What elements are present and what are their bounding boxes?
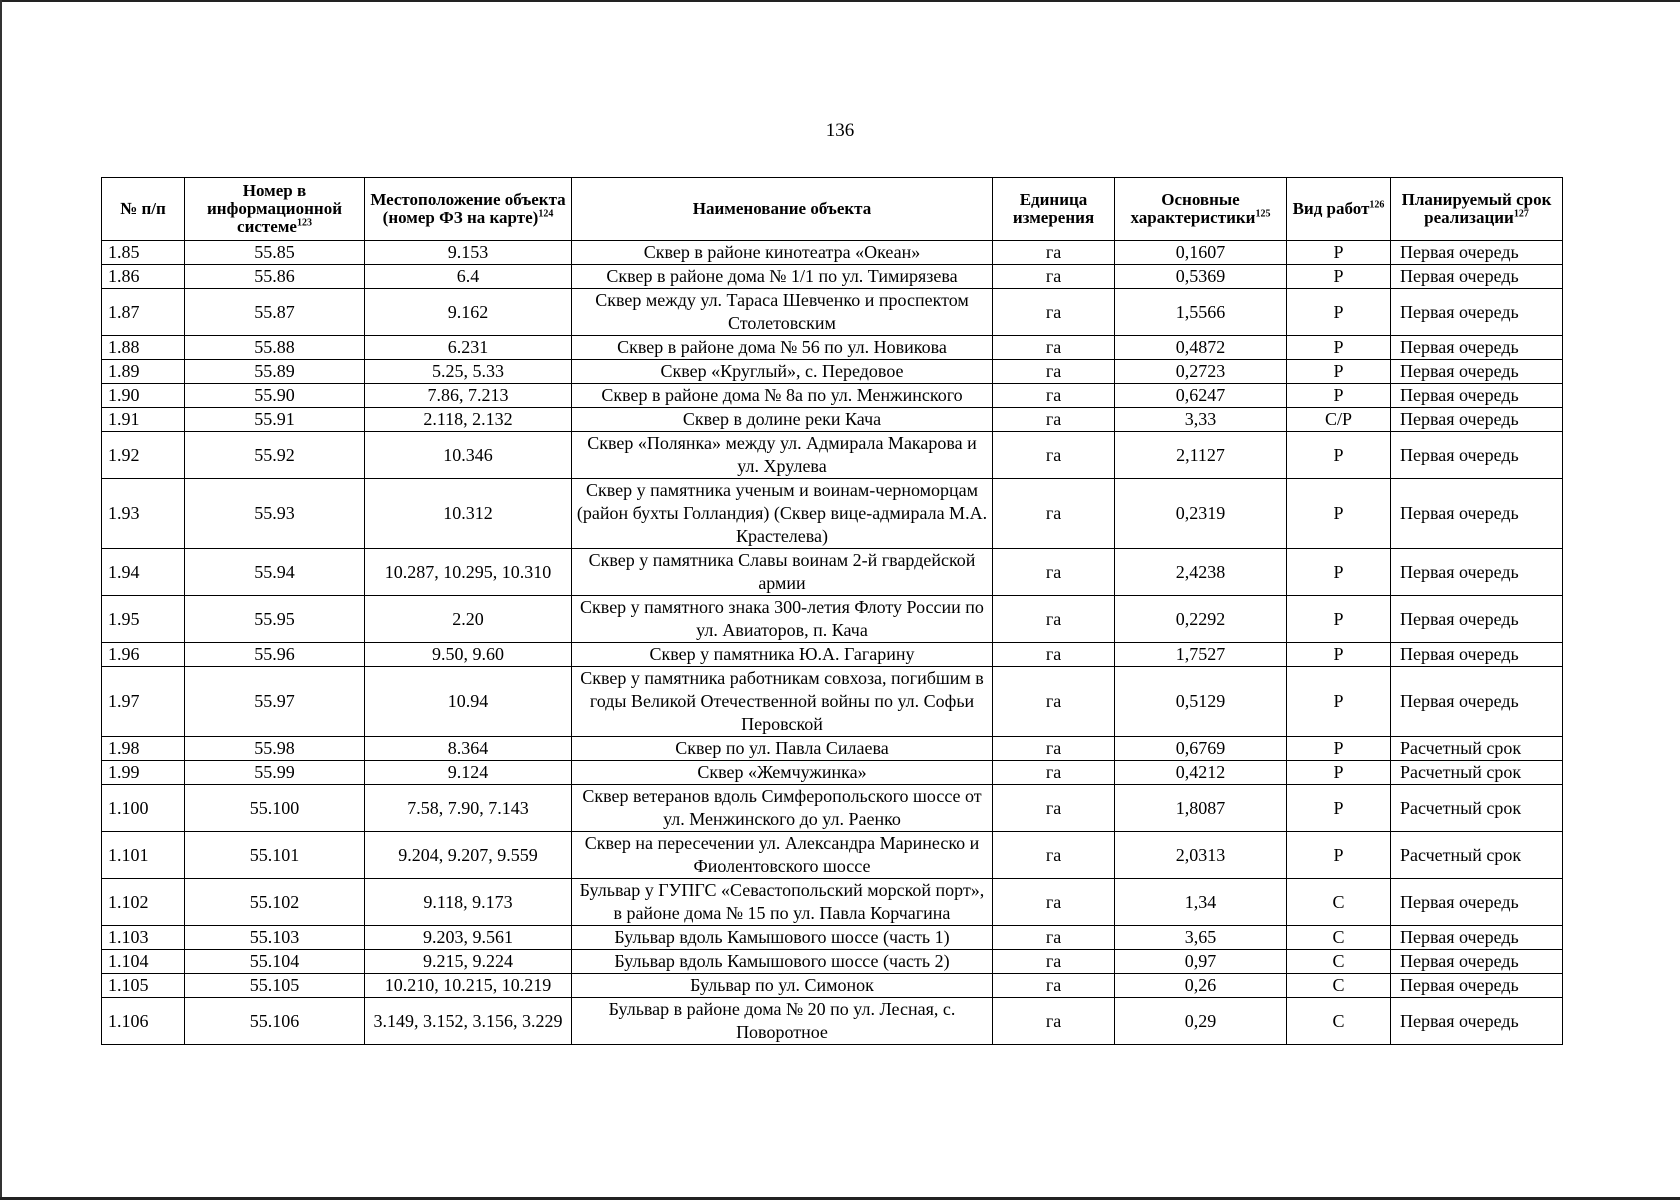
table-row	[102, 549, 1563, 596]
row-info-number: 55.93	[185, 479, 365, 549]
col-header-unit: Единица измерения	[993, 178, 1115, 241]
row-characteristic: 0,5369	[1115, 265, 1287, 289]
row-work-type: С	[1287, 974, 1391, 998]
row-unit: га	[993, 289, 1115, 336]
row-unit: га	[993, 384, 1115, 408]
row-location: 5.25, 5.33	[365, 360, 572, 384]
row-location: 9.162	[365, 289, 572, 336]
row-location: 6.231	[365, 336, 572, 360]
row-info-number: 55.100	[185, 785, 365, 832]
table-row	[102, 832, 1563, 879]
row-location: 2.118, 2.132	[365, 408, 572, 432]
row-info-number: 55.102	[185, 879, 365, 926]
row-num: 1.94	[102, 549, 185, 596]
row-term: Первая очередь	[1391, 479, 1563, 549]
table-row	[102, 998, 1563, 1045]
row-num: 1.92	[102, 432, 185, 479]
row-info-number: 55.98	[185, 737, 365, 761]
row-work-type: Р	[1287, 360, 1391, 384]
row-characteristic: 1,5566	[1115, 289, 1287, 336]
row-work-type: С	[1287, 998, 1391, 1045]
row-unit: га	[993, 643, 1115, 667]
row-location: 10.210, 10.215, 10.219	[365, 974, 572, 998]
row-term: Первая очередь	[1391, 643, 1563, 667]
row-term: Первая очередь	[1391, 360, 1563, 384]
row-num: 1.101	[102, 832, 185, 879]
row-info-number: 55.99	[185, 761, 365, 785]
row-characteristic: 3,65	[1115, 926, 1287, 950]
row-unit: га	[993, 950, 1115, 974]
row-term: Первая очередь	[1391, 926, 1563, 950]
row-unit: га	[993, 998, 1115, 1045]
row-location: 10.312	[365, 479, 572, 549]
row-location: 10.94	[365, 667, 572, 737]
row-characteristic: 0,4212	[1115, 761, 1287, 785]
row-location: 10.287, 10.295, 10.310	[365, 549, 572, 596]
row-location: 9.118, 9.173	[365, 879, 572, 926]
row-info-number: 55.101	[185, 832, 365, 879]
row-object-name: Сквер в районе дома № 56 по ул. Новикова	[572, 336, 993, 360]
scan-edge-top	[0, 0, 1680, 2]
table-row	[102, 643, 1563, 667]
row-num: 1.87	[102, 289, 185, 336]
table-row	[102, 289, 1563, 336]
row-term: Расчетный срок	[1391, 737, 1563, 761]
row-location: 7.58, 7.90, 7.143	[365, 785, 572, 832]
row-term: Первая очередь	[1391, 667, 1563, 737]
row-characteristic: 2,4238	[1115, 549, 1287, 596]
row-info-number: 55.96	[185, 643, 365, 667]
row-work-type: Р	[1287, 265, 1391, 289]
col-header-location: Местоположение объекта (номер ФЗ на карте)$^{124}$	[365, 178, 572, 241]
row-characteristic: 2,1127	[1115, 432, 1287, 479]
row-work-type: С	[1287, 879, 1391, 926]
row-info-number: 55.90	[185, 384, 365, 408]
row-location: 3.149, 3.152, 3.156, 3.229	[365, 998, 572, 1045]
row-work-type: С	[1287, 926, 1391, 950]
row-term: Первая очередь	[1391, 974, 1563, 998]
row-term: Первая очередь	[1391, 241, 1563, 265]
row-object-name: Сквер в районе дома № 1/1 по ул. Тимирязева	[572, 265, 993, 289]
row-location: 6.4	[365, 265, 572, 289]
col-header-characteristics: Основные характеристики$^{125}$	[1115, 178, 1287, 241]
row-info-number: 55.95	[185, 596, 365, 643]
row-object-name: Сквер в районе дома № 8а по ул. Менжинского	[572, 384, 993, 408]
row-characteristic: 0,2723	[1115, 360, 1287, 384]
table-row	[102, 974, 1563, 998]
row-num: 1.95	[102, 596, 185, 643]
table-row	[102, 879, 1563, 926]
row-object-name: Бульвар в районе дома № 20 по ул. Лесная, с. Поворотное	[572, 998, 993, 1045]
row-characteristic: 0,5129	[1115, 667, 1287, 737]
row-location: 9.215, 9.224	[365, 950, 572, 974]
row-object-name: Сквер в долине реки Кача	[572, 408, 993, 432]
row-info-number: 55.97	[185, 667, 365, 737]
row-info-number: 55.106	[185, 998, 365, 1045]
row-num: 1.88	[102, 336, 185, 360]
row-work-type: Р	[1287, 667, 1391, 737]
row-term: Первая очередь	[1391, 336, 1563, 360]
row-term: Первая очередь	[1391, 384, 1563, 408]
row-object-name: Сквер «Круглый», с. Передовое	[572, 360, 993, 384]
row-characteristic: 0,4872	[1115, 336, 1287, 360]
table-header-row	[102, 178, 1563, 241]
row-unit: га	[993, 832, 1115, 879]
row-location: 7.86, 7.213	[365, 384, 572, 408]
row-object-name: Сквер между ул. Тараса Шевченко и проспектом Столетовским	[572, 289, 993, 336]
row-unit: га	[993, 667, 1115, 737]
row-info-number: 55.86	[185, 265, 365, 289]
row-work-type: Р	[1287, 336, 1391, 360]
row-characteristic: 1,34	[1115, 879, 1287, 926]
row-unit: га	[993, 549, 1115, 596]
row-characteristic: 0,29	[1115, 998, 1287, 1045]
row-term: Первая очередь	[1391, 408, 1563, 432]
row-info-number: 55.104	[185, 950, 365, 974]
col-header-info-number: Номер в информационной системе$^{123}$	[185, 178, 365, 241]
row-term: Первая очередь	[1391, 998, 1563, 1045]
row-num: 1.105	[102, 974, 185, 998]
col-header-num: № п/п	[102, 178, 185, 241]
row-unit: га	[993, 785, 1115, 832]
table-row	[102, 408, 1563, 432]
col-header-work-type: Вид работ$^{126}$	[1287, 178, 1391, 241]
row-object-name: Сквер «Жемчужинка»	[572, 761, 993, 785]
row-object-name: Сквер по ул. Павла Силаева	[572, 737, 993, 761]
row-unit: га	[993, 761, 1115, 785]
row-num: 1.104	[102, 950, 185, 974]
row-unit: га	[993, 926, 1115, 950]
row-object-name: Бульвар у ГУПГС «Севастопольский морской порт», в районе дома № 15 по ул. Павла Корчагина	[572, 879, 993, 926]
page-number: 136	[825, 120, 855, 141]
row-work-type: Р	[1287, 289, 1391, 336]
col-header-term: Планируемый срок реализации$^{127}$	[1391, 178, 1563, 241]
row-object-name: Сквер на пересечении ул. Александра Маринеско и Фиолентовского шоссе	[572, 832, 993, 879]
row-info-number: 55.103	[185, 926, 365, 950]
row-work-type: Р	[1287, 832, 1391, 879]
row-work-type: Р	[1287, 479, 1391, 549]
row-work-type: Р	[1287, 384, 1391, 408]
row-num: 1.100	[102, 785, 185, 832]
row-info-number: 55.89	[185, 360, 365, 384]
row-unit: га	[993, 265, 1115, 289]
row-characteristic: 0,2319	[1115, 479, 1287, 549]
row-term: Первая очередь	[1391, 432, 1563, 479]
row-location: 9.50, 9.60	[365, 643, 572, 667]
row-num: 1.96	[102, 643, 185, 667]
row-object-name: Сквер у памятника ученым и воинам-черноморцам (район бухты Голландия) (Сквер вице-адмирала М.А. Крастелева)	[572, 479, 993, 549]
table-row	[102, 432, 1563, 479]
row-object-name: Сквер «Полянка» между ул. Адмирала Макарова и ул. Хрулева	[572, 432, 993, 479]
row-term: Первая очередь	[1391, 549, 1563, 596]
row-object-name: Бульвар вдоль Камышового шоссе (часть 1)	[572, 926, 993, 950]
table-row	[102, 761, 1563, 785]
scan-edge-left	[0, 0, 2, 1200]
row-unit: га	[993, 879, 1115, 926]
row-unit: га	[993, 241, 1115, 265]
row-location: 2.20	[365, 596, 572, 643]
row-unit: га	[993, 336, 1115, 360]
row-term: Первая очередь	[1391, 596, 1563, 643]
row-work-type: С/Р	[1287, 408, 1391, 432]
row-characteristic: 1,8087	[1115, 785, 1287, 832]
row-num: 1.102	[102, 879, 185, 926]
row-work-type: Р	[1287, 643, 1391, 667]
row-location: 10.346	[365, 432, 572, 479]
row-info-number: 55.87	[185, 289, 365, 336]
row-work-type: Р	[1287, 596, 1391, 643]
row-characteristic: 3,33	[1115, 408, 1287, 432]
row-characteristic: 0,6247	[1115, 384, 1287, 408]
row-info-number: 55.91	[185, 408, 365, 432]
row-num: 1.89	[102, 360, 185, 384]
table-row	[102, 265, 1563, 289]
row-object-name: Сквер в районе кинотеатра «Океан»	[572, 241, 993, 265]
row-unit: га	[993, 479, 1115, 549]
row-unit: га	[993, 974, 1115, 998]
table-row	[102, 596, 1563, 643]
row-num: 1.90	[102, 384, 185, 408]
row-characteristic: 0,6769	[1115, 737, 1287, 761]
row-characteristic: 0,97	[1115, 950, 1287, 974]
table-row	[102, 241, 1563, 265]
row-info-number: 55.88	[185, 336, 365, 360]
row-work-type: Р	[1287, 549, 1391, 596]
row-term: Первая очередь	[1391, 879, 1563, 926]
row-num: 1.86	[102, 265, 185, 289]
row-info-number: 55.85	[185, 241, 365, 265]
table-row	[102, 785, 1563, 832]
row-info-number: 55.92	[185, 432, 365, 479]
row-object-name: Сквер у памятника работникам совхоза, погибшим в годы Великой Отечественной войны по ул. Софьи Перовской	[572, 667, 993, 737]
row-num: 1.99	[102, 761, 185, 785]
row-num: 1.93	[102, 479, 185, 549]
table-row	[102, 926, 1563, 950]
row-unit: га	[993, 432, 1115, 479]
row-num: 1.85	[102, 241, 185, 265]
row-term: Первая очередь	[1391, 950, 1563, 974]
row-work-type: С	[1287, 950, 1391, 974]
row-term: Расчетный срок	[1391, 785, 1563, 832]
table-row	[102, 950, 1563, 974]
row-location: 8.364	[365, 737, 572, 761]
row-term: Расчетный срок	[1391, 832, 1563, 879]
row-location: 9.203, 9.561	[365, 926, 572, 950]
row-object-name: Бульвар вдоль Камышового шоссе (часть 2)	[572, 950, 993, 974]
row-characteristic: 1,7527	[1115, 643, 1287, 667]
row-object-name: Сквер у памятника Славы воинам 2-й гвардейской армии	[572, 549, 993, 596]
row-num: 1.98	[102, 737, 185, 761]
table-row	[102, 360, 1563, 384]
row-location: 9.124	[365, 761, 572, 785]
row-characteristic: 2,0313	[1115, 832, 1287, 879]
row-info-number: 55.105	[185, 974, 365, 998]
row-work-type: Р	[1287, 241, 1391, 265]
row-term: Расчетный срок	[1391, 761, 1563, 785]
table-row	[102, 479, 1563, 549]
row-unit: га	[993, 596, 1115, 643]
table-row	[102, 384, 1563, 408]
table-row	[102, 667, 1563, 737]
table-row	[102, 336, 1563, 360]
row-term: Первая очередь	[1391, 265, 1563, 289]
row-characteristic: 0,1607	[1115, 241, 1287, 265]
row-characteristic: 0,2292	[1115, 596, 1287, 643]
col-header-name: Наименование объекта	[572, 178, 993, 241]
row-num: 1.103	[102, 926, 185, 950]
row-work-type: Р	[1287, 785, 1391, 832]
table-row	[102, 737, 1563, 761]
row-num: 1.106	[102, 998, 185, 1045]
row-characteristic: 0,26	[1115, 974, 1287, 998]
row-unit: га	[993, 408, 1115, 432]
row-work-type: Р	[1287, 432, 1391, 479]
row-object-name: Сквер ветеранов вдоль Симферопольского шоссе от ул. Менжинского до ул. Раенко	[572, 785, 993, 832]
row-object-name: Бульвар по ул. Симонок	[572, 974, 993, 998]
row-work-type: Р	[1287, 761, 1391, 785]
row-location: 9.153	[365, 241, 572, 265]
row-unit: га	[993, 737, 1115, 761]
objects-table	[101, 177, 1563, 1045]
row-num: 1.91	[102, 408, 185, 432]
row-info-number: 55.94	[185, 549, 365, 596]
row-object-name: Сквер у памятного знака 300-летия Флоту России по ул. Авиаторов, п. Кача	[572, 596, 993, 643]
row-object-name: Сквер у памятника Ю.А. Гагарину	[572, 643, 993, 667]
row-term: Первая очередь	[1391, 289, 1563, 336]
row-work-type: Р	[1287, 737, 1391, 761]
row-location: 9.204, 9.207, 9.559	[365, 832, 572, 879]
row-num: 1.97	[102, 667, 185, 737]
row-unit: га	[993, 360, 1115, 384]
